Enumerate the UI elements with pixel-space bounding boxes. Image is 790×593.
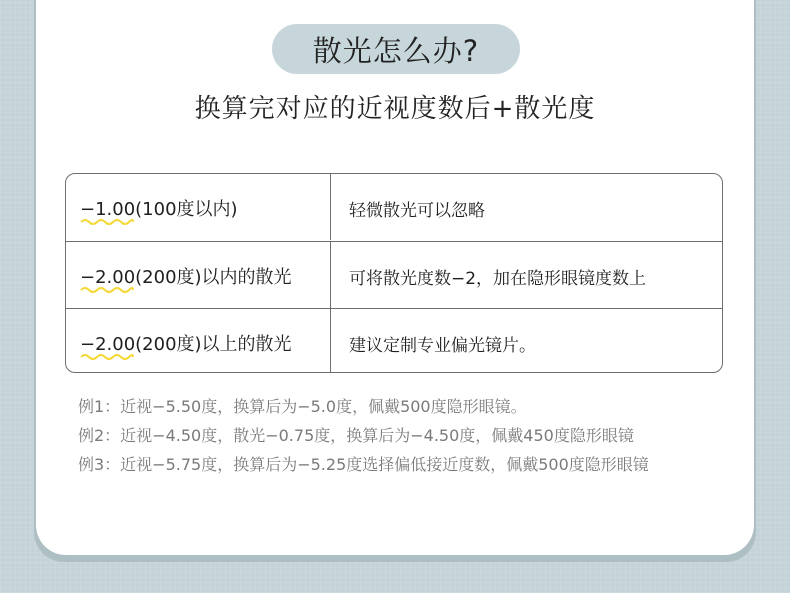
page-title-text: 散光怎么办? [312, 33, 480, 68]
advice-text: 建议定制专业偏光镜片。 [349, 336, 536, 356]
astigmatism-table [65, 173, 723, 373]
squiggle-underline-icon [80, 353, 134, 361]
examples-list [78, 392, 738, 479]
example-item: 例2：近视−4.50度，散光−0.75度，换算后为−4.50度，佩戴450度隐形眼镜 [78, 426, 634, 445]
page-title [272, 24, 520, 74]
example-item: 例1：近视−5.50度，换算后为−5.0度，佩戴500度隐形眼镜。 [78, 397, 527, 416]
table-row [66, 174, 722, 240]
advice-text: 轻微散光可以忽略 [349, 201, 485, 221]
page-subtitle: 换算完对应的近视度数后+散光度 [194, 94, 596, 124]
advice-cell [331, 174, 722, 240]
table-row [66, 308, 722, 373]
advice-cell [331, 309, 722, 373]
condition-text: −2.00(200度)以上的散光 [80, 334, 292, 355]
advice-cell [331, 242, 722, 308]
condition-cell [66, 309, 331, 373]
condition-cell [66, 242, 331, 308]
table-row [66, 241, 722, 308]
squiggle-underline-icon [80, 286, 134, 294]
condition-cell [66, 174, 331, 240]
condition-text: −1.00(100度以内) [80, 199, 238, 220]
example-item: 例3：近视−5.75度，换算后为−5.25度选择偏低接近度数，佩戴500度隐形眼镜 [78, 455, 649, 474]
condition-text: −2.00(200度)以内的散光 [80, 267, 292, 288]
advice-text: 可将散光度数−2，加在隐形眼镜度数上 [349, 269, 647, 289]
squiggle-underline-icon [80, 218, 134, 226]
